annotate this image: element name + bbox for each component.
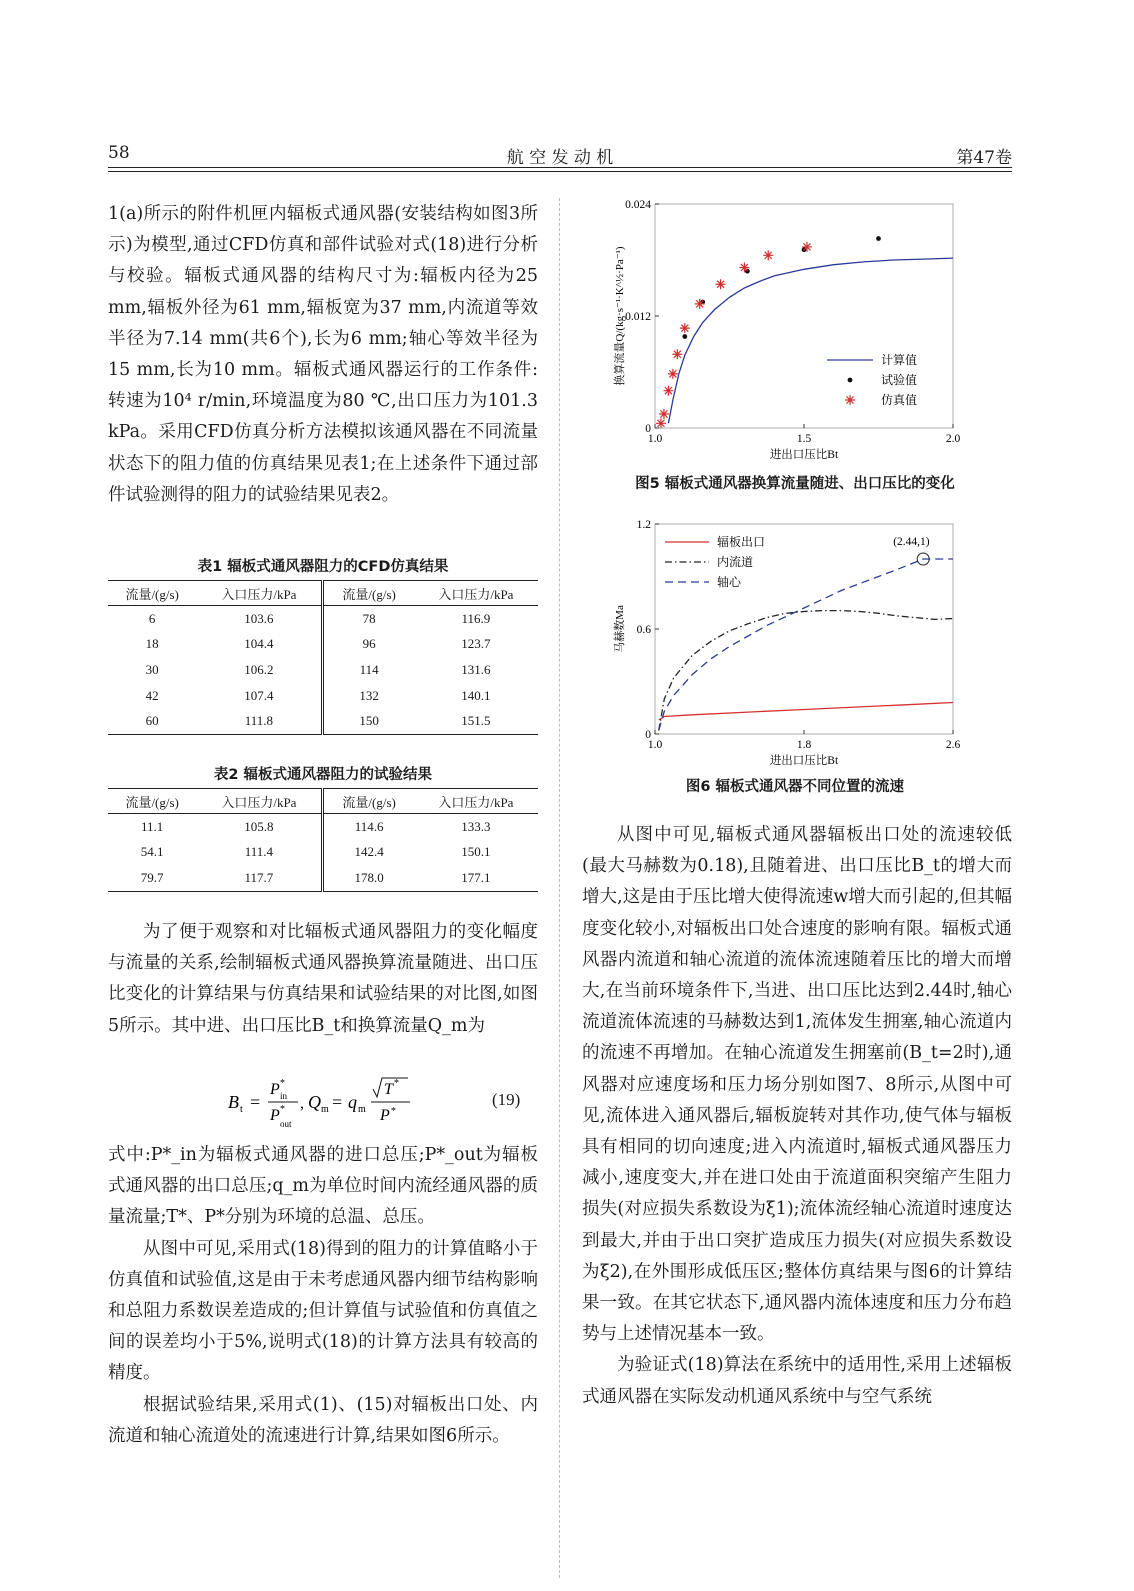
fig6-x-axis-label: 进出口压比Bt [769, 755, 839, 767]
svg-text:Q: Q [308, 1092, 321, 1112]
table2-cell: 105.8 [196, 814, 323, 840]
column-separator [559, 198, 560, 1578]
table1-cell: 131.6 [461, 661, 491, 677]
table2-cell: 133.3 [461, 818, 491, 834]
fig5-data-point [802, 242, 812, 252]
svg-text:t: t [240, 1104, 243, 1115]
table2-header: 流量/(g/s) [108, 789, 196, 814]
fig6-series-line [659, 703, 953, 721]
table2-header: 入口压力/kPa [196, 789, 323, 814]
svg-text:P: P [270, 1107, 280, 1124]
table1-cell: 30 [145, 661, 159, 677]
fig5-data-point [876, 236, 881, 241]
svg-text:m: m [321, 1104, 329, 1115]
table1-cell: 106.2 [196, 657, 323, 683]
table1-cell: 18 [145, 636, 159, 652]
svg-text:=: = [332, 1092, 343, 1112]
table2-row [108, 840, 538, 866]
table2-cell: 54.1 [140, 844, 164, 860]
fig6-y-axis-label: 马赫数Ma [614, 605, 626, 653]
fig5-legend-swatch [848, 378, 853, 383]
fig5-data-point [680, 323, 690, 333]
table2-row [108, 814, 538, 840]
fig5-x-tick-label: 1.5 [796, 433, 812, 445]
fig5-legend-label: 计算值 [881, 353, 918, 367]
fig6-x-tick-label: 1.8 [796, 739, 812, 751]
table1-cell: 107.4 [196, 683, 323, 709]
table1-cell: 116.9 [461, 610, 491, 626]
fig5-data-point [659, 409, 669, 419]
table2-cell: 150.1 [461, 844, 491, 860]
journal-title: 航 空 发 动 机 [506, 148, 614, 168]
fig5-y-tick-label: 0 [645, 423, 651, 435]
figure6-caption: 图6 辐板式通风器不同位置的流速 [685, 779, 905, 795]
table2-cell: 117.7 [196, 865, 323, 891]
svg-text:out: out [280, 1119, 292, 1129]
fig6-x-tick-label: 1.0 [647, 739, 663, 751]
table1-cell: 150 [323, 708, 414, 734]
svg-text:*: * [394, 1078, 399, 1089]
table1-caption: 表1 辐板式通风器阻力的CFD仿真结果 [197, 559, 449, 575]
figure5-caption: 图5 辐板式通风器换算流量随进、出口压比的变化 [635, 476, 955, 492]
svg-text:P: P [270, 1081, 280, 1098]
table2-cell: 111.4 [196, 840, 323, 866]
volume-number: 第47卷 [956, 148, 1012, 168]
fig5-legend-swatch [845, 395, 855, 405]
table1-header: 入口压力/kPa [414, 581, 538, 606]
table1-row [108, 632, 538, 658]
table2-cell: 114.6 [354, 818, 384, 834]
table1-cell: 104.4 [196, 632, 323, 658]
equation-19 [228, 1072, 428, 1132]
fig6-y-tick-label: 0.6 [636, 624, 651, 636]
svg-text:B: B [228, 1092, 239, 1112]
left-paragraph-3: 式中:P*_in为辐板式通风器的进口总压;P*_out为辐板式通风器的出口总压;q_m为单位时间内流经通风器的质量流量;T*、P*分别为环境的总温、总压。 从图中可见,采用式(18)得到的阻力的计算值略小于仿真值和试验值,这是由于未考虑通风器内细节结构影响和总阻力系数误差造成的;但计算值与试验值和仿真值之间的误差均小于5%,说明式(18)的计算方法具有较高的精度。 根据试验结果,采用式(1)、(15)对辐板出口处、内流道和轴心流道处的流速进行计算,结果如图6所示。 [108, 1145, 538, 1446]
fig5-data-point [695, 299, 705, 309]
fig5-data-point [739, 262, 749, 272]
table1-cell: 114 [359, 661, 379, 677]
fig5-y-axis-label: 换算流量Q/(kg·s⁻¹·K^½·Pa⁻¹) [614, 246, 626, 386]
table1-cell: 42 [145, 687, 159, 703]
right-paragraph-1: 从图中可见,辐板式通风器辐板出口处的流速较低(最大马赫数为0.18),且随着进、出口压比B_t的增大而增大,这是由于压比增大使得流速w增大而引起的,但其幅度变化较小,对辐板出口处合速度的影响有限。辐板式通风器内流道和轴心流道的流体流速随着压比的增大而增大,在当前环境条件下,当进、出口压比达到2.44时,轴心流道流体流速的马赫数达到1,流体发生拥塞,轴心流道内的流速不再增加。在轴心流道发生拥塞前(B_t=2时),通风器对应速度场和压力场分别如图7、8所示,从图中可见,流体进入通风器后,辐板旋转对其作功,使气体与辐板具有相同的切向速度;进入内流道时,辐板式通风器压力减小,速度变大,并在进口处由于流道面积突缩产生阻力损失(对应损失系数设为ξ1);流体流经轴心流道时速度达到最大,并由于出口突扩造成压力损失(对应损失系数设为ξ2),在外围形成低压区;整体仿真结果与图6的计算结果一致。在其它状态下,通风器内流体速度和压力分布趋势与上述情况基本一致。 为验证式(18)算法在系统中的适用性,采用上述辐板式通风器在实际发动机通风系统中与空气系统 [582, 825, 1012, 1407]
svg-text:P: P [380, 1107, 390, 1124]
table1-cell: 60 [108, 708, 196, 734]
table1-cell: 151.5 [414, 708, 538, 734]
table1-cell: 132 [359, 687, 379, 703]
figure6-chart [585, 510, 990, 772]
fig5-legend-label: 仿真值 [881, 393, 918, 407]
svg-text:in: in [280, 1091, 288, 1101]
fig6-annotation: (2.44,1) [893, 536, 930, 548]
fig5-data-point [656, 418, 666, 428]
table1-row [108, 657, 538, 683]
table1-cell: 123.7 [461, 636, 491, 652]
table1-header: 入口压力/kPa [196, 581, 323, 606]
svg-text:q: q [348, 1092, 357, 1112]
svg-text:=: = [250, 1092, 261, 1112]
table2-header: 流量/(g/s) [323, 789, 414, 814]
table1-cell: 111.8 [196, 708, 323, 734]
fig5-data-point [663, 386, 673, 396]
fig5-data-point [682, 334, 687, 339]
fig6-legend-label: 内流道 [717, 555, 754, 569]
table1-cell: 103.6 [196, 606, 323, 632]
fig5-y-tick-label: 0.012 [625, 311, 651, 323]
page-number: 58 [108, 143, 130, 163]
table1-cell: 140.1 [461, 687, 491, 703]
fig5-legend-label: 试验值 [881, 373, 918, 387]
equation-number: (19) [492, 1090, 521, 1109]
table1 [108, 580, 538, 735]
table2-cell: 178.0 [323, 865, 414, 891]
fig5-data-point [672, 349, 682, 359]
svg-text:*: * [280, 1104, 285, 1115]
fig5-data-point [763, 250, 773, 260]
table1-header: 流量/(g/s) [323, 581, 414, 606]
left-paragraph-2: 为了便于观察和对比辐板式通风器阻力的变化幅度与流量的关系,绘制辐板式通风器换算流量随进、出口压比变化的计算结果与仿真结果和试验结果的对比图,如图5所示。其中进、出口压比B_t和换算流量Q_m为 [108, 922, 538, 1036]
table2-cell: 11.1 [141, 818, 164, 834]
fig5-x-tick-label: 2.0 [945, 433, 961, 445]
svg-text:*: * [280, 1078, 285, 1089]
fig5-data-point [668, 369, 678, 379]
fig6-y-tick-label: 1.2 [636, 519, 651, 531]
fig5-x-tick-label: 1.0 [647, 433, 663, 445]
table1-row [108, 683, 538, 709]
fig5-data-point [716, 279, 726, 289]
fig6-series-line [659, 611, 953, 731]
table1-row [108, 606, 538, 632]
fig6-x-tick-label: 2.6 [945, 739, 961, 751]
fig6-legend-label: 轴心 [717, 575, 742, 589]
fig5-x-axis-label: 进出口压比Bt [769, 449, 839, 461]
fig6-plot-frame [655, 524, 953, 734]
table1-cell: 96 [362, 636, 376, 652]
header-rule-thin [108, 171, 1012, 172]
fig6-legend-label: 辐板出口 [717, 535, 766, 549]
table2-cell: 79.7 [108, 865, 196, 891]
table1-cell: 6 [148, 610, 156, 626]
table2 [108, 788, 538, 892]
svg-text:m: m [358, 1104, 366, 1115]
table1-header: 流量/(g/s) [108, 581, 196, 606]
fig6-y-tick-label: 0 [645, 729, 651, 741]
left-paragraph-1: 1(a)所示的附件机匣内辐板式通风器(安装结构如图3所示)为模型,通过CFD仿真和部件试验对式(18)进行分析与校验。辐板式通风器的结构尺寸为:辐板内径为25 mm,辐板外径为61 mm,辐板宽为37 mm,内流道等效半径为7.14 mm(共6个),长为6 mm;轴心等效半径为15 mm,长为10 mm。辐板式通风器运行的工作条件:转速为10⁴ r/min,环境温度为80 ℃,出口压力为101.3 kPa。采用CFD仿真分析方法模拟该通风器在不同流量状态下的阻力值的仿真结果见表1;在上述条件下通过部件试验测得的阻力的试验结果见表2。 [108, 204, 538, 505]
table2-row [108, 865, 538, 891]
table1-cell: 78 [362, 610, 376, 626]
table2-caption: 表2 辐板式通风器阻力的试验结果 [213, 767, 433, 783]
figure5-chart [585, 190, 990, 472]
header-rule [108, 167, 1012, 168]
table2-cell: 177.1 [414, 865, 538, 891]
fig5-y-tick-label: 0.024 [625, 199, 651, 211]
svg-text:,: , [300, 1095, 304, 1112]
table2-header: 入口压力/kPa [414, 789, 538, 814]
table1-row [108, 708, 538, 734]
table2-cell: 142.4 [354, 844, 384, 860]
svg-text:*: * [391, 1106, 396, 1117]
svg-text:T: T [384, 1081, 393, 1098]
